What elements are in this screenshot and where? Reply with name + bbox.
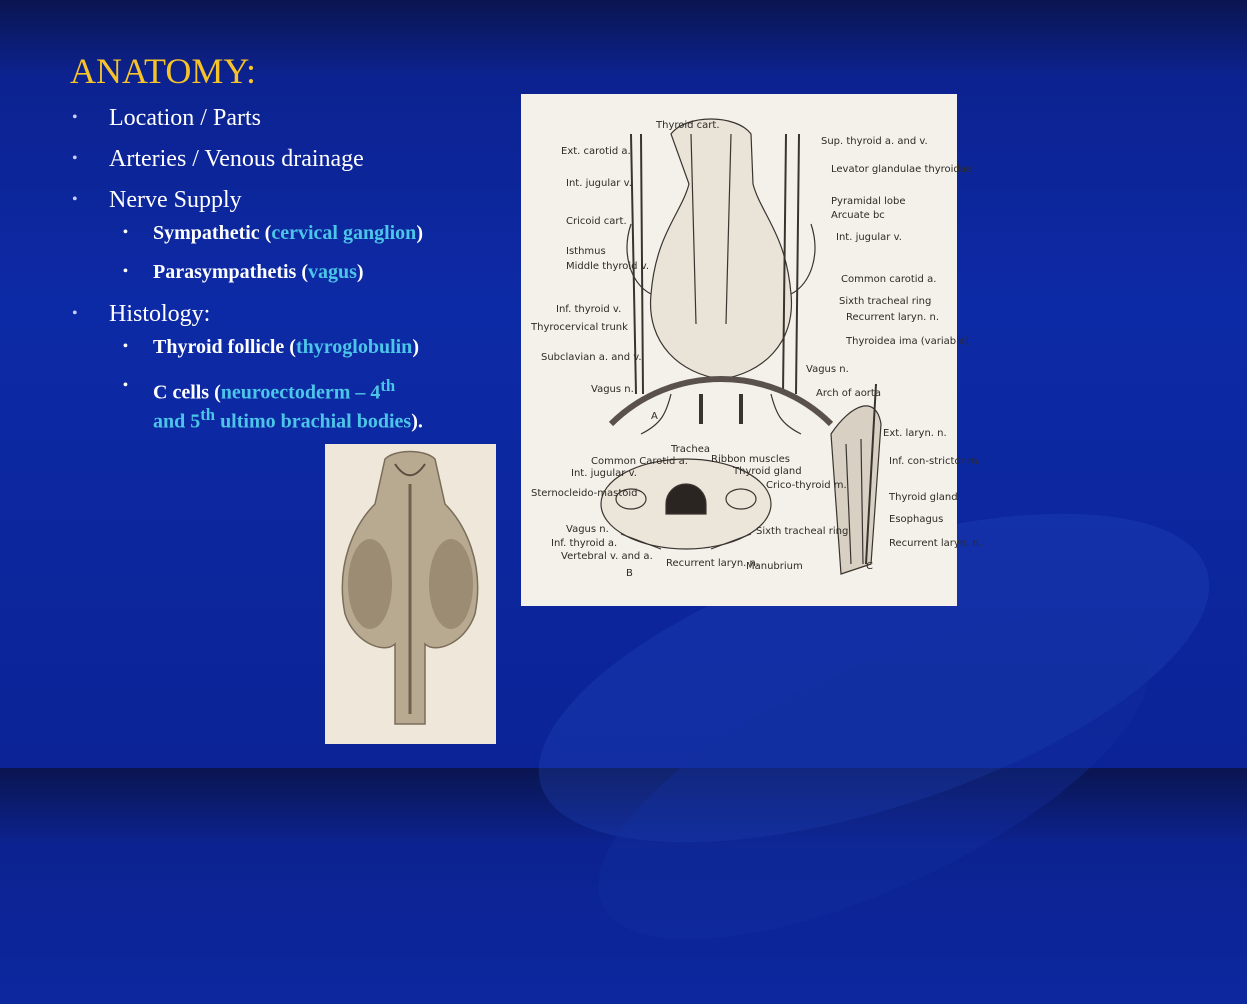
bullet-text: Location / Parts bbox=[109, 105, 261, 131]
sub-text: ). bbox=[411, 410, 423, 433]
figure-label: Levator glandulae thyroidae bbox=[831, 164, 973, 175]
sub-bullet-item bbox=[109, 375, 512, 432]
figure-label: Middle thyroid v. bbox=[566, 261, 650, 272]
figure-label: Thyrocervical trunk bbox=[531, 322, 628, 333]
sub-text: Thyroid follicle ( bbox=[153, 336, 296, 358]
figure-label: Int. jugular v. bbox=[566, 178, 632, 189]
figure-label: Sixth tracheal ring bbox=[756, 526, 849, 537]
histology-sublist bbox=[109, 336, 512, 432]
figure-label: Arcuate bc bbox=[831, 210, 885, 221]
figure-label: Cricoid cart. bbox=[566, 216, 627, 227]
figure-label: Vagus n. bbox=[591, 384, 634, 395]
highlight-text: vagus bbox=[307, 261, 357, 283]
sub-text: Sympathetic ( bbox=[153, 222, 272, 244]
figure-label: Common carotid a. bbox=[841, 274, 937, 285]
figure-label: Thyroidea ima (variable) bbox=[846, 336, 969, 347]
figure-label: Thyroid gland bbox=[733, 466, 802, 477]
sub-bullet-item bbox=[109, 261, 512, 283]
highlight-text: ultimo brachial bodies bbox=[215, 410, 412, 433]
bullet-item bbox=[72, 300, 512, 432]
figure-label: Inf. thyroid a. bbox=[551, 538, 618, 549]
sub-text: Parasympathetis ( bbox=[153, 261, 308, 283]
superscript: th bbox=[200, 404, 216, 424]
bullet-text: Histology: bbox=[109, 301, 211, 327]
figure-label: Vagus n. bbox=[806, 364, 849, 375]
figure-label: C bbox=[866, 561, 873, 572]
figure-label: Ribbon muscles bbox=[711, 454, 790, 465]
figure-label: Int. jugular v. bbox=[836, 232, 902, 243]
figure-label: Recurrent laryn. n. bbox=[666, 558, 760, 569]
sub-bullet-item bbox=[109, 222, 512, 244]
thyroid-specimen-photo bbox=[325, 444, 496, 744]
figure-label: Arch of aorta bbox=[816, 388, 881, 399]
figure-label: Sup. thyroid a. and v. bbox=[821, 136, 928, 147]
highlight-text: thyroglobulin bbox=[295, 336, 413, 358]
bullet-list bbox=[72, 104, 512, 449]
figure-label: Int. jugular v. bbox=[571, 468, 637, 479]
sub-text: C cells ( bbox=[153, 381, 221, 404]
figure-label: Isthmus bbox=[566, 246, 606, 257]
sub-text: ) bbox=[412, 336, 419, 358]
sub-bullet-item bbox=[109, 336, 512, 358]
figure-label: Recurrent laryn. n. bbox=[889, 538, 983, 549]
figure-label: Inf. con-strictor m. bbox=[889, 456, 981, 467]
highlight-text: neuroectoderm – 4 bbox=[220, 381, 381, 404]
bullet-item bbox=[72, 104, 512, 132]
figure-label: Recurrent laryn. n. bbox=[846, 312, 940, 323]
bullet-text: Nerve Supply bbox=[109, 187, 242, 213]
highlight-text: and 5 bbox=[153, 410, 201, 433]
figure-label: Sixth tracheal ring bbox=[839, 296, 932, 307]
figure-label: B bbox=[626, 568, 633, 579]
figure-label: Esophagus bbox=[889, 514, 944, 525]
figure-label: Pyramidal lobe bbox=[831, 196, 906, 207]
figure-label: Crico-thyroid m. bbox=[766, 480, 847, 491]
nerve-sublist bbox=[109, 222, 512, 283]
figure-label: Trachea bbox=[671, 444, 710, 455]
figure-label: Subclavian a. and v. bbox=[541, 352, 642, 363]
thyroid-anatomy-illustration bbox=[521, 94, 983, 606]
figure-label: Vagus n. bbox=[566, 524, 609, 535]
figure-label: Ext. laryn. n. bbox=[883, 428, 947, 439]
slide-title: ANATOMY: bbox=[70, 51, 257, 91]
figure-label: Inf. thyroid v. bbox=[556, 304, 622, 315]
figure-label: Common Carotid a. bbox=[591, 456, 688, 467]
sub-text: ) bbox=[416, 222, 423, 244]
sub-text: ) bbox=[356, 261, 364, 283]
figure-label: Manubrium bbox=[746, 561, 803, 572]
figure-label: A bbox=[651, 411, 658, 422]
highlight-text: cervical ganglion bbox=[271, 222, 417, 244]
figure-label: Thyroid cart. bbox=[656, 120, 720, 131]
figure-label: Sternocleido-mastoid bbox=[531, 488, 638, 499]
bullet-text: Arteries / Venous drainage bbox=[109, 146, 364, 172]
superscript: th bbox=[380, 376, 396, 395]
figure-label: Ext. carotid a. bbox=[561, 146, 631, 157]
bullet-item bbox=[72, 186, 512, 283]
bullet-item bbox=[72, 145, 512, 173]
figure-label: Vertebral v. and a. bbox=[561, 551, 653, 562]
figure-label: Thyroid gland bbox=[889, 492, 958, 503]
